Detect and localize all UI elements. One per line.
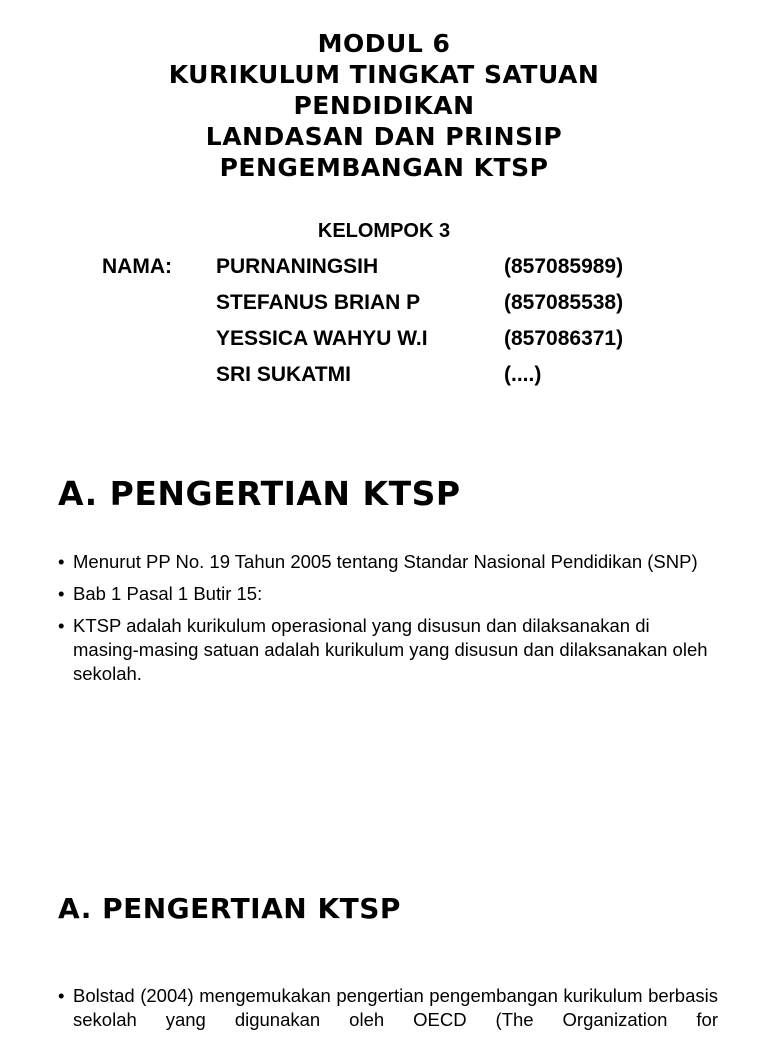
bullet-icon: • <box>58 615 65 636</box>
list-item <box>58 550 718 574</box>
member-name: SRI SUKATMI <box>216 363 351 386</box>
member-row <box>0 363 768 399</box>
title-line: PENGEMBANGAN KTSP <box>219 153 549 182</box>
list-item <box>58 582 718 606</box>
bullet-text: Menurut PP No. 19 Tahun 2005 tentang Standar Nasional Pendidikan (SNP) <box>73 551 698 572</box>
title-line: MODUL 6 <box>317 29 451 58</box>
title-line: KURIKULUM TINGKAT SATUAN <box>168 60 600 89</box>
title-line: PENDIDIKAN <box>293 91 475 120</box>
section-heading: A. PENGERTIAN KTSP <box>58 474 461 513</box>
member-name: STEFANUS BRIAN P <box>216 291 421 314</box>
list-item <box>58 614 718 686</box>
bullet-icon: • <box>58 985 65 1006</box>
member-name: PURNANINGSIH <box>216 255 379 278</box>
bullet-text: Bab 1 Pasal 1 Butir 15: <box>73 583 263 604</box>
bullet-icon: • <box>58 551 65 572</box>
title-line: LANDASAN DAN PRINSIP <box>205 122 563 151</box>
bullet-text: KTSP adalah kurikulum operasional yang disusun dan dilaksanakan di masing-masing satuan adalah kurikulum yang disusun dan dilaksanakan oleh sekolah. <box>73 615 708 684</box>
list-item <box>58 984 718 1032</box>
nama-label: NAMA: <box>102 255 172 278</box>
member-id: (857085538) <box>504 291 624 314</box>
group-label: KELOMPOK 3 <box>317 220 451 242</box>
title-slide <box>0 0 768 440</box>
member-id: (857086371) <box>504 327 624 350</box>
bullet-list <box>58 984 718 1040</box>
bullet-list <box>58 550 718 694</box>
bullet-icon: • <box>58 583 65 604</box>
member-row <box>0 327 768 363</box>
member-id: (....) <box>504 363 542 386</box>
section-heading: A. PENGERTIAN KTSP <box>58 892 401 925</box>
module-title <box>0 28 768 183</box>
member-row <box>0 255 768 291</box>
member-id: (857085989) <box>504 255 624 278</box>
member-name: YESSICA WAHYU W.I <box>216 327 428 350</box>
bullet-text: Bolstad (2004) mengemukakan pengertian pengembangan kurikulum berbasis sekolah yang digunakan oleh OECD (The Organization for <box>73 985 718 1030</box>
member-row <box>0 291 768 327</box>
